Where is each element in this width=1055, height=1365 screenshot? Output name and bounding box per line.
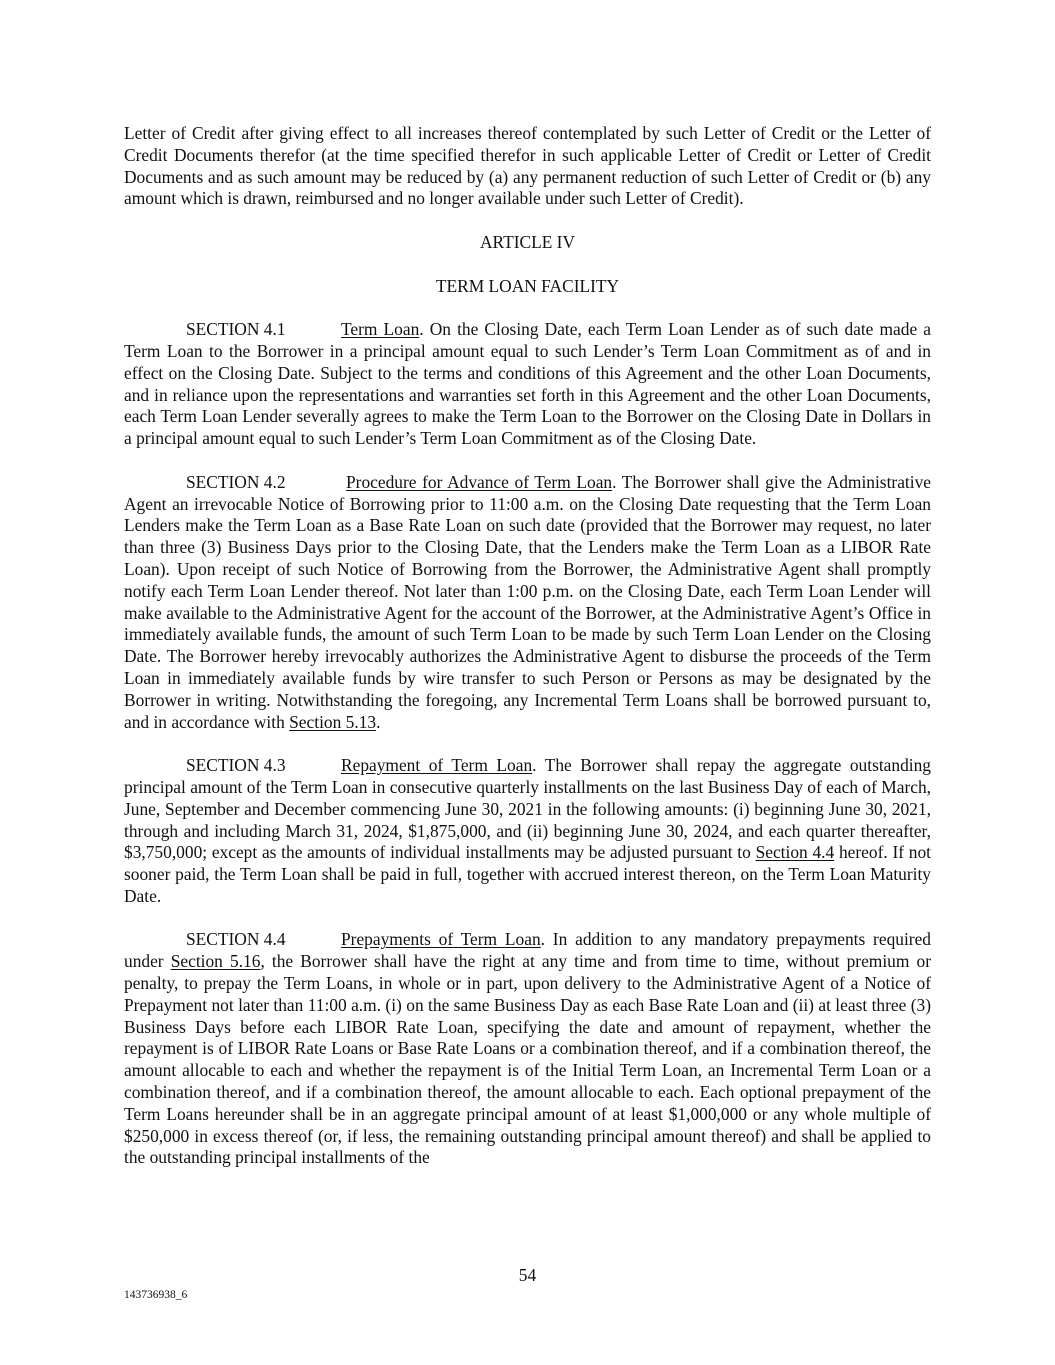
section-4-1 bbox=[124, 319, 931, 450]
section-number: SECTION 4.4 bbox=[186, 929, 286, 950]
section-title: Prepayments of Term Loan bbox=[341, 929, 541, 950]
section-body: . On the Closing Date, each Term Loan Lender as of such date made a Term Loan to the Borrower in a principal amount equal to such Lender’s Term Loan Commitment as of and in effect on the Closing Date. Subject to the terms and conditions of this Agreement and the other Loan Documents, and in reliance upon the representations and warranties set forth in this Agreement and the other Loan Documents, each Term Loan Lender severally agrees to make the Term Loan to the Borrower on the Closing Date in Dollars in a principal amount equal to such Lender’s Term Loan Commitment as of the Closing Date. bbox=[124, 319, 931, 449]
section-title: Procedure for Advance of Term Loan bbox=[346, 471, 613, 492]
section-number: SECTION 4.3 bbox=[186, 755, 286, 776]
section-body: . The Borrower shall repay the aggregate outstanding principal amount of the Term Loan in consecutive quarterly installments on the last Business Day of each of March, June, September and December commencing June 30, 2021 in the following amounts: (i) beginning June 30, 2021, through and including March 31, 2024, $1,875,000, and (ii) beginning June 30, 2024, and each quarter thereafter, $3,750,000; except as the amounts of individual installments may be adjusted pursuant to bbox=[124, 755, 932, 863]
section-number: SECTION 4.1 bbox=[186, 319, 286, 340]
section-reference: Section 5.16 bbox=[170, 951, 261, 972]
section-reference: Section 5.13 bbox=[289, 711, 377, 732]
article-heading: ARTICLE IV bbox=[479, 231, 576, 252]
document-id: 143736938_6 bbox=[124, 1289, 188, 1301]
section-end: . bbox=[376, 711, 381, 732]
section-body: . In addition to any mandatory prepayments required under bbox=[124, 929, 931, 972]
section-4-4 bbox=[124, 929, 931, 1169]
section-end: hereof. If not sooner paid, the Term Loan shall be paid in full, together with accrued interest thereon, on the Term Loan Maturity Date. bbox=[124, 842, 932, 906]
section-4-3 bbox=[124, 755, 931, 908]
document-page bbox=[124, 123, 931, 1169]
section-title: Term Loan bbox=[341, 319, 420, 340]
section-body-cont: , the Borrower shall have the right at any time and from time to time, without premium or penalty, to prepay the Term Loans, in whole or in part, upon delivery to the Administrative Agent of a Notice of Prepayment not later than 11:00 a.m. (i) on the same Business Day as each Base Rate Loan and (ii) at least three (3) Business Days before each LIBOR Rate Loan, specifying the date and amount of repayment, whether the repayment is of LIBOR Rate Loans or Base Rate Loans or a combination thereof, and if a combination thereof, the amount allocable to each and whether the repayment is of the Initial Term Loan, an Incremental Term Loan or a combination thereof, and if a combination thereof, the amount allocable to each. Each optional prepayment of the Term Loans hereunder shall be in an aggregate principal amount of at least $1,000,000 or any whole multiple of $250,000 in excess thereof (or, if less, the remaining outstanding principal amount thereof) and shall be applied to the outstanding principal installments of the bbox=[124, 951, 931, 1168]
section-4-2 bbox=[124, 472, 931, 734]
section-title: Repayment of Term Loan bbox=[341, 755, 533, 776]
article-title: TERM LOAN FACILITY bbox=[435, 275, 620, 296]
page-number: 54 bbox=[518, 1265, 537, 1285]
intro-paragraph: Letter of Credit after giving effect to all increases thereof contemplated by such Letter of Credit or the Letter of Credit Documents therefor (at the time specified therefor in such applicable Letter of Credit or Letter of Credit Documents and as such amount may be reduced by (a) any permanent reduction of such Letter of Credit or (b) any amount which is drawn, reimbursed and no longer available under such Letter of Credit). bbox=[124, 123, 931, 209]
section-reference: Section 4.4 bbox=[755, 842, 835, 863]
section-number: SECTION 4.2 bbox=[186, 471, 286, 492]
section-body: . The Borrower shall give the Administrative Agent an irrevocable Notice of Borrowing prior to 11:00 a.m. on the Closing Date requesting that the Term Loan Lenders make the Term Loan as a Base Rate Loan on such date (provided that the Borrower may request, no later than three (3) Business Days prior to the Closing Date, that the Lenders make the Term Loan as a LIBOR Rate Loan). Upon receipt of such Notice of Borrowing from the Borrower, the Administrative Agent shall promptly notify each Term Loan Lender thereof. Not later than 1:00 p.m. on the Closing Date, each Term Loan Lender will make available to the Administrative Agent for the account of the Borrower, at the Administrative Agent’s Office in immediately available funds, the amount of such Term Loan to be made by such Term Loan Lender on the Closing Date. The Borrower hereby irrevocably authorizes the Administrative Agent to disburse the proceeds of the Term Loan in immediately available funds by wire transfer to such Person or Persons as may be designated by the Borrower in writing. Notwithstanding the foregoing, any Incremental Term Loans shall be borrowed pursuant to, and in accordance with bbox=[124, 471, 931, 732]
